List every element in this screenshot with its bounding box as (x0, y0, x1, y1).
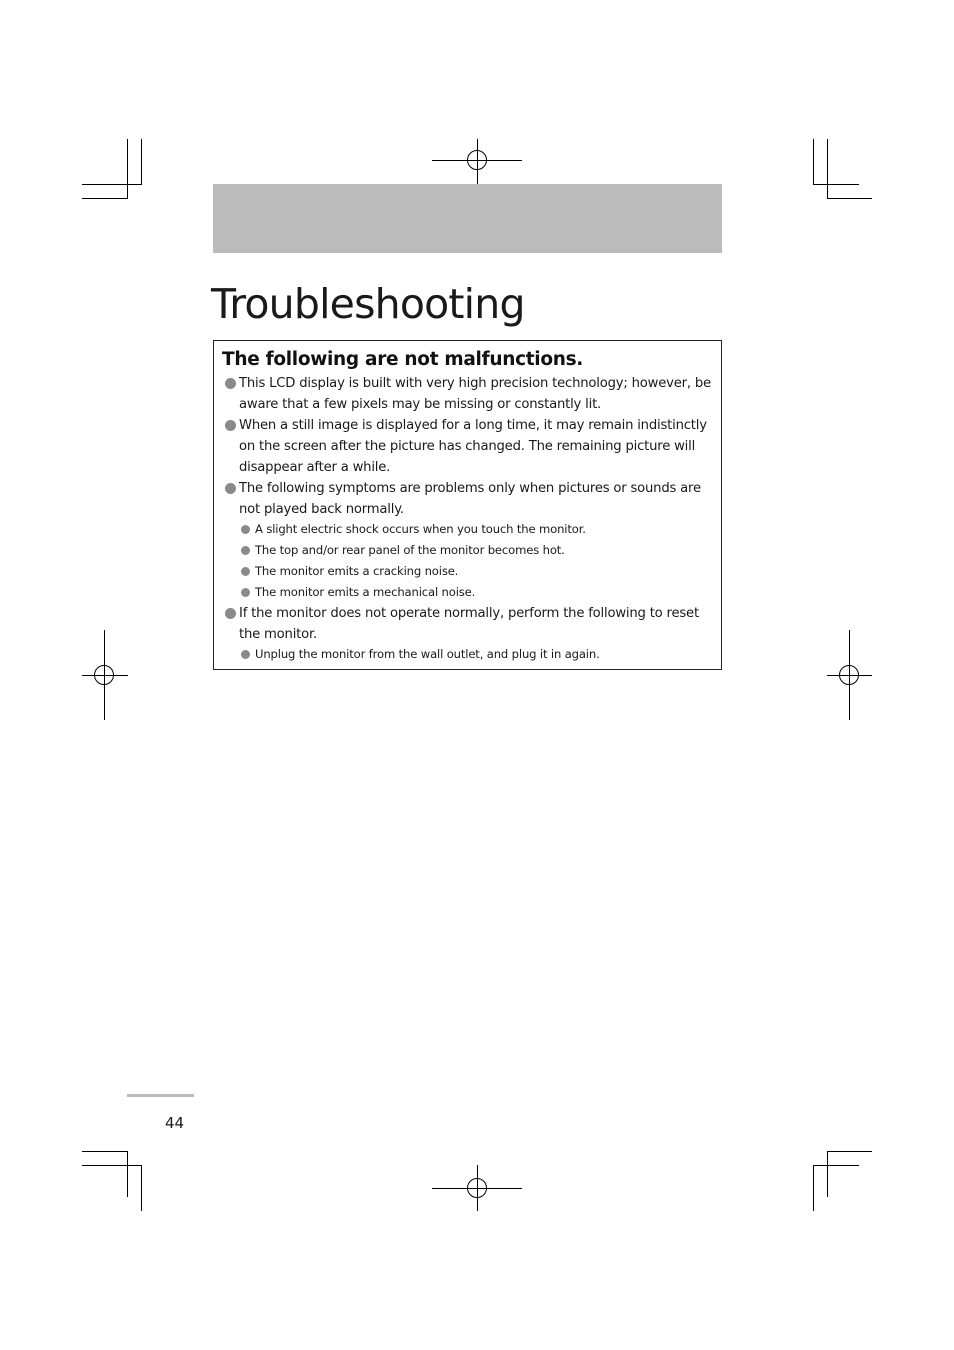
crop-mark (827, 1151, 872, 1152)
bullet-icon (241, 567, 250, 576)
list-item-text: This LCD display is built with very high precision technology; however, be aware that a few pixels may be missing or constantly lit. (239, 376, 711, 412)
crop-mark (827, 1151, 828, 1197)
sub-list-item (241, 582, 711, 603)
crop-mark (127, 139, 128, 199)
page-number-rule (127, 1094, 194, 1097)
list-item (225, 373, 715, 415)
registration-circle (839, 665, 859, 685)
sub-list-item-text: Unplug the monitor from the wall outlet, and plug it in again. (255, 647, 600, 661)
page-number: 44 (165, 1114, 185, 1132)
bullet-icon (241, 650, 250, 659)
sub-list-item (241, 519, 711, 540)
registration-circle (467, 150, 487, 170)
crop-mark (127, 1151, 128, 1197)
list-item-text: When a still image is displayed for a long time, it may remain indistinctly on the screen after the picture has changed. The remaining picture will disappear after a while. (239, 418, 707, 475)
crop-mark (827, 198, 872, 199)
crop-mark (813, 184, 859, 185)
crop-mark (813, 1165, 859, 1166)
bullet-icon (241, 588, 250, 597)
sub-list-item-text: The top and/or rear panel of the monitor becomes hot. (255, 543, 565, 557)
list-item (225, 603, 715, 645)
sub-list-item (241, 561, 711, 582)
crop-mark (141, 1165, 142, 1211)
registration-circle (94, 665, 114, 685)
list-item-text: The following symptoms are problems only when pictures or sounds are not played back normally. (239, 481, 701, 517)
bullet-icon (225, 483, 236, 494)
bullet-icon (241, 525, 250, 534)
sub-list-item-text: The monitor emits a mechanical noise. (255, 585, 476, 599)
crop-mark (813, 1165, 814, 1211)
bullet-icon (225, 420, 236, 431)
sub-list-item-text: A slight electric shock occurs when you touch the monitor. (255, 522, 586, 536)
page-title: Troubleshooting (211, 280, 525, 328)
notice-heading: The following are not malfunctions. (222, 349, 584, 370)
list-item-text: If the monitor does not operate normally, perform the following to reset the monitor. (239, 606, 699, 642)
crop-mark (141, 139, 142, 185)
notice-box (213, 340, 722, 670)
crop-mark (82, 1165, 142, 1166)
crop-mark (813, 139, 814, 185)
registration-circle (467, 1178, 487, 1198)
sub-list-item-text: The monitor emits a cracking noise. (255, 564, 459, 578)
sub-list-item (241, 540, 711, 561)
crop-mark (82, 198, 128, 199)
list-item (225, 478, 715, 520)
bullet-icon (225, 608, 236, 619)
sub-list-item (241, 644, 711, 665)
crop-mark (82, 184, 142, 185)
bullet-icon (225, 378, 236, 389)
header-band (213, 184, 722, 253)
crop-mark (827, 139, 828, 199)
bullet-icon (241, 546, 250, 555)
list-item (225, 415, 715, 478)
crop-mark (82, 1151, 128, 1152)
